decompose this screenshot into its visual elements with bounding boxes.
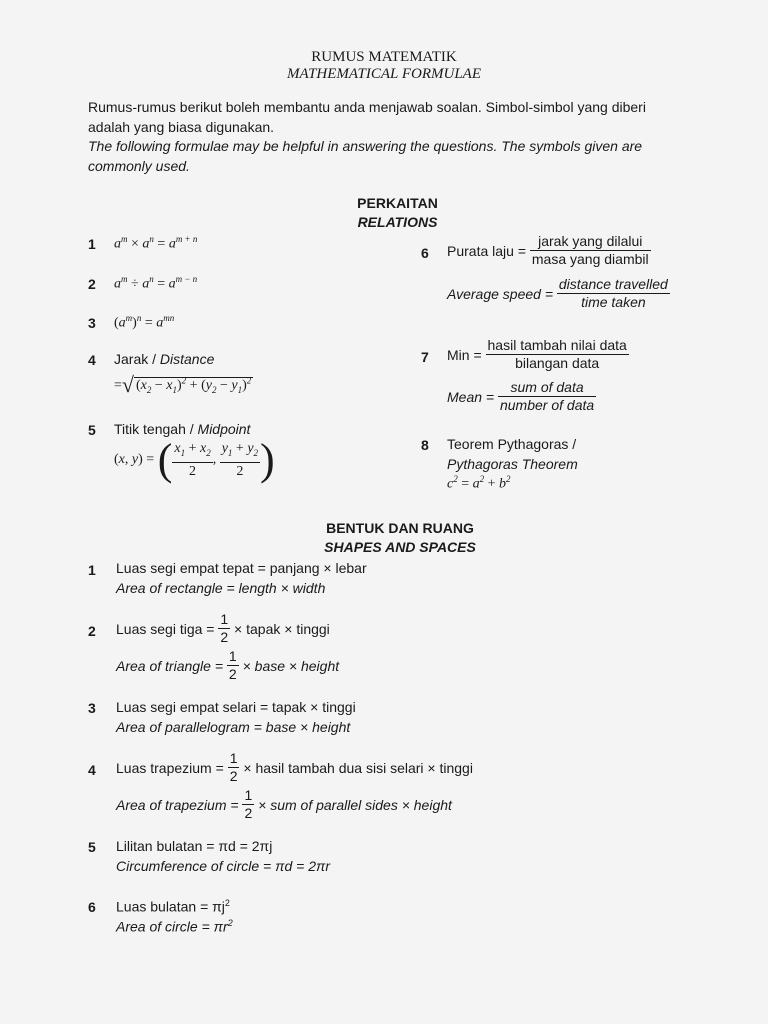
circumference-english: Circumference of circle = πd = 2πr — [116, 858, 331, 874]
shape-number: 2 — [88, 623, 96, 639]
circumference-malay: Lilitan bulatan = πd = 2πj — [116, 838, 273, 854]
relation-number: 6 — [421, 245, 429, 261]
shape-number: 3 — [88, 700, 96, 716]
rectangle-area-malay: Luas segi empat tepat = panjang × lebar — [116, 560, 367, 576]
relation-number: 2 — [88, 276, 96, 292]
relation-number: 4 — [88, 352, 96, 368]
shape-number: 5 — [88, 839, 96, 855]
circle-area-english: Area of circle = $\pi r^2$ — [116, 918, 233, 935]
shapes-title: BENTUK DAN RUANG — [326, 520, 474, 536]
relation-number: 7 — [421, 349, 429, 365]
formula-average-speed-malay: Purata laju = $\frac{\text{jarak yang dilalui}}{\text{masa yang diambil}}$ — [447, 233, 649, 267]
circle-area-malay: Luas bulatan = $\pi j^2$ — [116, 898, 230, 915]
relation-number: 1 — [88, 236, 96, 252]
shapes-subtitle: SHAPES AND SPACES — [324, 539, 476, 555]
formula-pythagoras: $c^2 = a^2 + b^2$ — [447, 474, 511, 492]
triangle-area-english: Area of triangle = $\frac{1}{2}$ × base × height — [116, 648, 340, 682]
formula-index-multiply: $a^m \times a^n = a^{m + n}$ — [114, 234, 198, 252]
shape-number: 4 — [88, 762, 96, 778]
shape-number: 6 — [88, 899, 96, 915]
trapezium-area-english: Area of trapezium = $\frac{1}{2}$ × sum of parallel sides × height — [116, 787, 452, 821]
parallelogram-area-english: Area of parallelogram = base × height — [116, 719, 351, 735]
relation-number: 5 — [88, 422, 96, 438]
distance-label: Jarak / Distance — [114, 351, 215, 367]
formula-average-speed-english: Average speed = $\frac{\text{distance travelled}}{\text{time taken}}$ — [447, 276, 668, 310]
intro-english-line2: commonly used. — [88, 157, 190, 174]
formula-index-power: $(a^m)^n = a^{mn}$ — [114, 313, 175, 331]
pythagoras-label-malay: Teorem Pythagoras / — [447, 436, 577, 452]
trapezium-area-malay: Luas trapezium = $\frac{1}{2}$ × hasil tambah dua sisi selari × tinggi — [116, 750, 473, 784]
relation-number: 8 — [421, 437, 429, 453]
formula-distance: =√ $(x_2 - x_1)^2 + (y_2 - y_1)^2$ — [114, 372, 252, 397]
relation-number: 3 — [88, 315, 96, 331]
triangle-area-malay: Luas segi tiga = $\frac{1}{2}$ × tapak × tinggi — [116, 611, 330, 645]
parallelogram-area-malay: Luas segi empat selari = tapak × tinggi — [116, 699, 356, 715]
midpoint-label: Titik tengah / Midpoint — [114, 421, 251, 437]
formula-mean-malay: Min = $\frac{\text{hasil tambah nilai data}}{\text{bilangan data}}$ — [447, 337, 627, 371]
intro-english-line1: The following formulae may be helpful in answering the questions. The symbols given are — [88, 138, 643, 154]
formula-midpoint: ( x , y ) = ( $\frac{x_1 + x_2}{2}$ , $\frac{y_1 + y_2}{2}$ ) — [114, 435, 275, 484]
page-subtitle: MATHEMATICAL FORMULAE — [286, 66, 482, 82]
formula-index-divide: $a^m \div a^n = a^{m - n}$ — [114, 274, 198, 292]
intro-text — [88, 98, 698, 176]
pythagoras-label-english: Pythagoras Theorem — [447, 456, 578, 472]
page-title: RUMUS MATEMATIK — [311, 49, 457, 65]
shape-number: 1 — [88, 562, 96, 578]
intro-malay-line2: adalah yang biasa digunakan. — [88, 118, 275, 135]
intro-malay-line1: Rumus-rumus berikut boleh membantu anda menjawab soalan. Simbol-simbol yang diberi — [88, 99, 646, 115]
relations-subtitle: RELATIONS — [357, 214, 438, 230]
formula-mean-english: Mean = $\frac{\text{sum of data}}{\text{number of data}}$ — [447, 379, 595, 413]
rectangle-area-english: Area of rectangle = length × width — [116, 580, 326, 596]
relations-title: PERKAITAN — [357, 195, 438, 211]
